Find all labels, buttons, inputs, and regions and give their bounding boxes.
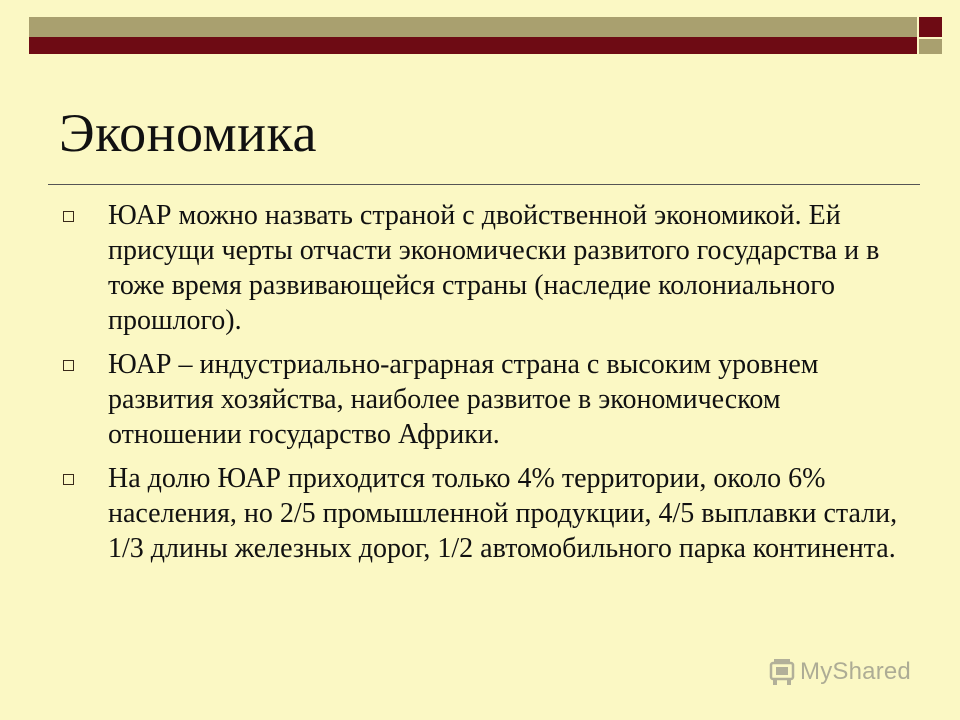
hollow-square-bullet-icon bbox=[63, 360, 74, 371]
bullet-item bbox=[60, 461, 900, 566]
top-bar-maroon-stripe bbox=[29, 37, 917, 54]
hollow-square-bullet-icon bbox=[63, 474, 74, 485]
bullet-text: На долю ЮАР приходится только 4% территории, около 6% населения, но 2/5 промышленной продукции, 4/5 выплавки стали, 1/3 длины железных дорог, 1/2 автомобильного парка континента. bbox=[108, 463, 898, 564]
hollow-square-bullet-icon bbox=[63, 211, 74, 222]
top-bar-olive-stripe bbox=[29, 17, 917, 37]
corner-block-olive bbox=[919, 39, 942, 54]
bullet-list bbox=[60, 198, 900, 575]
bullet-text: ЮАР – индустриально-аграрная страна с высоким уровнем развития хозяйства, наиболее развитое в экономическом отношении государство Африки. bbox=[108, 349, 819, 450]
corner-block-maroon bbox=[919, 17, 942, 37]
watermark-text: MyShared bbox=[800, 658, 911, 685]
title-divider bbox=[48, 184, 920, 185]
bullet-item bbox=[60, 347, 900, 452]
bullet-item bbox=[60, 198, 900, 338]
myshared-watermark bbox=[768, 657, 911, 687]
bullet-text: ЮАР можно назвать страной с двойственной экономикой. Ей присущи черты отчасти экономически развитого государства и в тоже время развивающейся страны (наследие колониального прошлого). bbox=[108, 200, 880, 336]
myshared-logo-icon bbox=[768, 657, 796, 687]
slide-title: Экономика bbox=[59, 103, 317, 163]
